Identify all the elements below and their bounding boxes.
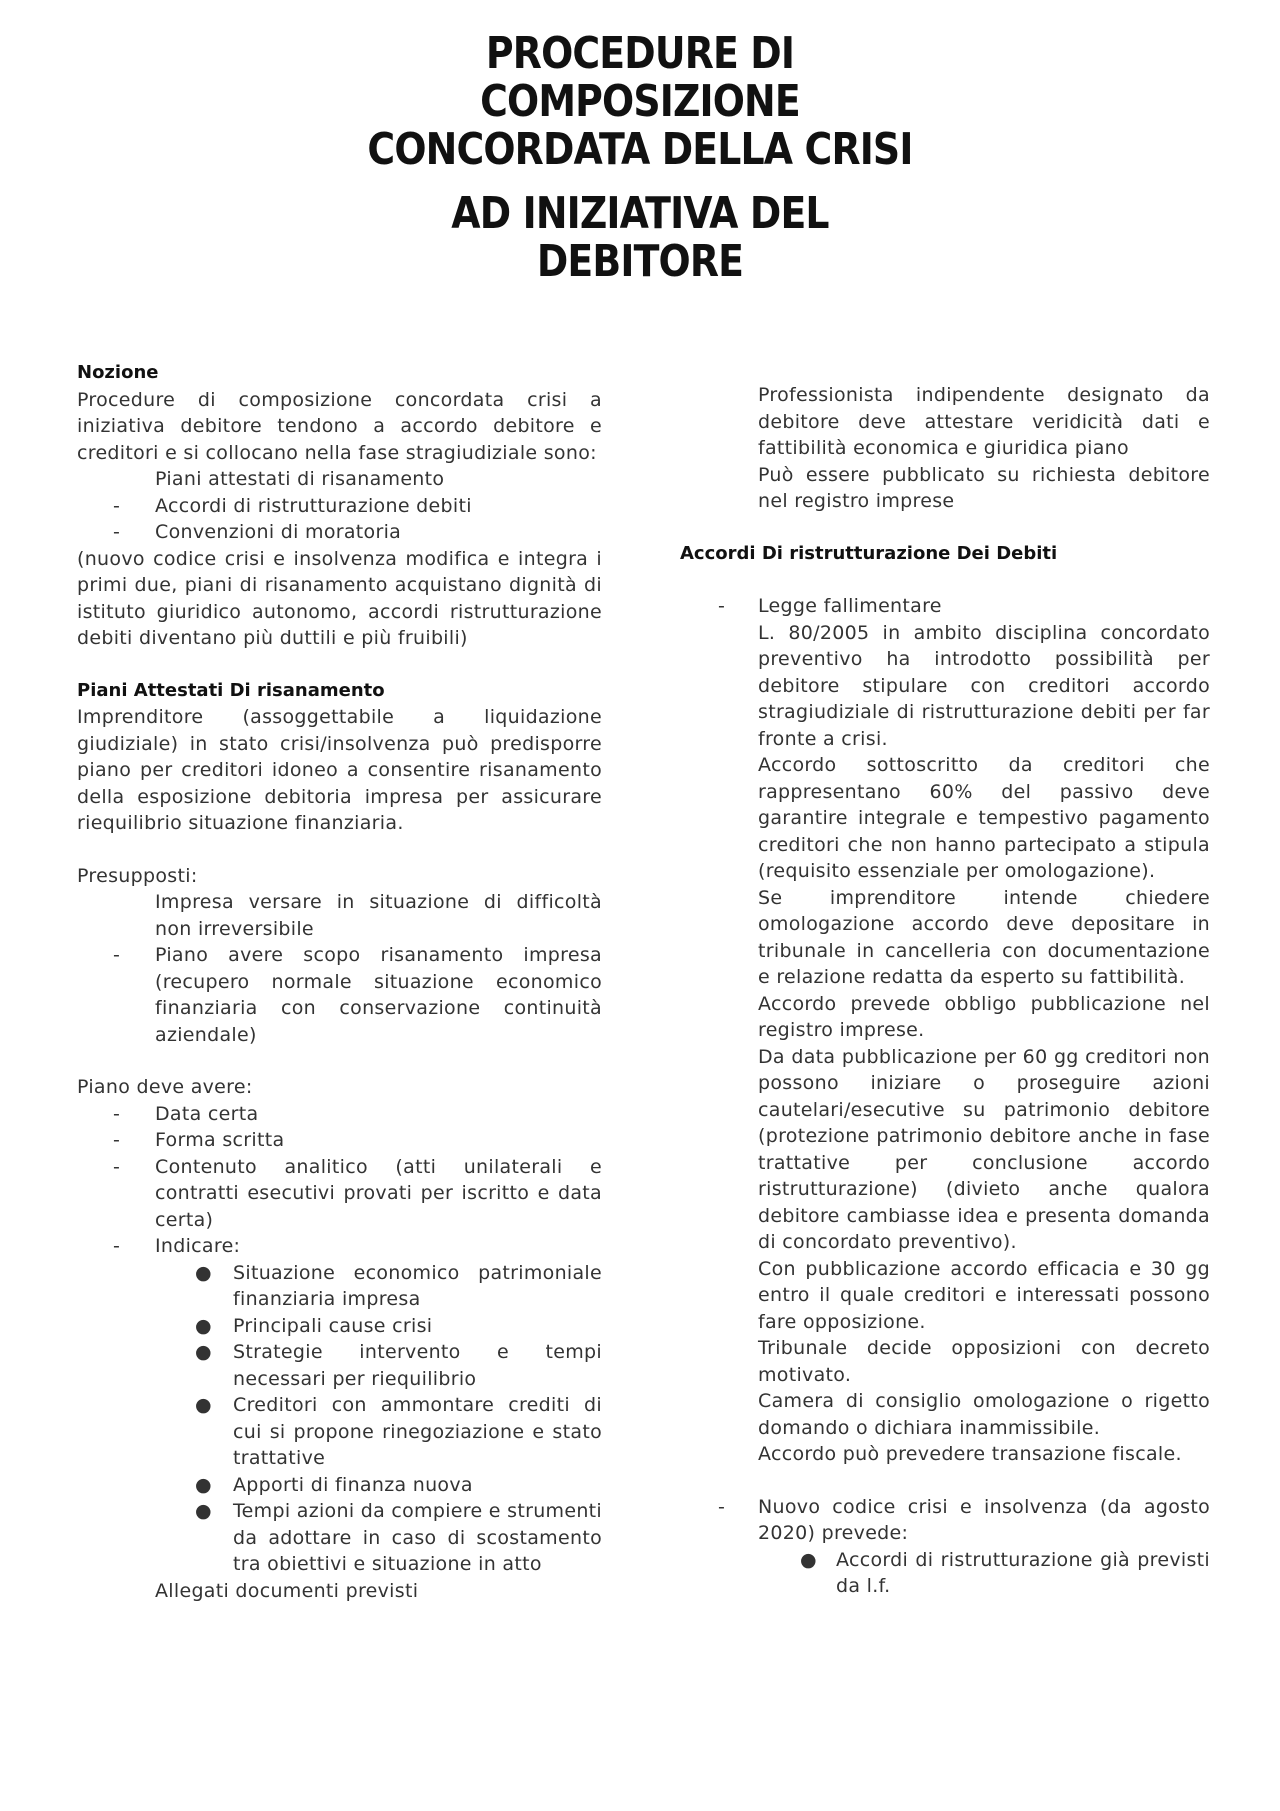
section-heading-nozione: Nozione bbox=[77, 362, 159, 383]
bullet-marker: ● bbox=[800, 1548, 817, 1571]
legge-paragraph: Camera di consiglio omologazione o rigetto domando o dichiara inammissibile. bbox=[758, 1390, 1210, 1439]
bullet-item: ● Creditori con ammontare crediti di cui si propone rinegoziazione e stato trattative bbox=[195, 1394, 602, 1469]
piano-label: Piano deve avere: bbox=[77, 1076, 253, 1098]
bullet-marker: ● bbox=[195, 1500, 212, 1522]
pubblicazione-text: Può essere pubblicato su richiesta debitore nel registro imprese bbox=[758, 463, 1210, 512]
presupposti-label: Presupposti: bbox=[77, 864, 198, 887]
list-item: - Convenzioni di moratoria bbox=[77, 519, 602, 546]
legge-paragraph: Accordo può prevedere transazione fiscale. bbox=[758, 1443, 1182, 1465]
dash-marker: - bbox=[718, 595, 726, 617]
list-item: - Legge fallimentare bbox=[680, 593, 1210, 620]
bullet-item: ● Tempi azioni da compiere e strumenti da adottare in caso di scostamento tra obiettivi e situazione in atto bbox=[195, 1500, 603, 1575]
title-line: CONCORDATA DELLA CRISI bbox=[367, 124, 913, 175]
bullet-marker: ● bbox=[195, 1473, 212, 1496]
list-item: - Forma scritta bbox=[77, 1127, 602, 1154]
bullet-marker: ● bbox=[195, 1261, 212, 1284]
dash-marker: - bbox=[113, 1102, 121, 1125]
left-column bbox=[77, 360, 602, 1604]
list-item: - Nuovo codice crisi e insolvenza (da agosto 2020) prevede: bbox=[718, 1495, 1210, 1544]
list-item: - Piano avere scopo risanamento impresa (recupero normale situazione economico finanziaria con conservazione continuità aziendale) bbox=[113, 944, 602, 1046]
legge-paragraph: Da data pubblicazione per 60 gg creditori non possono iniziare o proseguire azioni cautelari/esecutive su patrimonio debitore (protezione patrimonio debitore anche in fase trattative per conclusione accordo ristrutturazione) (divieto anche qualora debitore cambiasse idea e presenta domanda di concordato preventivo). bbox=[758, 1045, 1210, 1253]
section-heading-piani: Piani Attestati Di risanamento bbox=[77, 679, 385, 701]
bullet-marker: ● bbox=[195, 1341, 212, 1363]
legge-paragraph: Tribunale decide opposizioni con decreto motivato. bbox=[758, 1337, 1210, 1386]
list-item: - Data certa bbox=[77, 1101, 602, 1128]
dash-marker: - bbox=[113, 1155, 121, 1178]
bullet-item: ● Situazione economico patrimoniale finanziaria impresa bbox=[195, 1261, 602, 1310]
dash-marker: - bbox=[113, 1129, 121, 1151]
document-title bbox=[0, 30, 1280, 286]
bullet-marker: ● bbox=[195, 1394, 212, 1416]
dash-marker: - bbox=[113, 521, 121, 543]
professionista-text: Professionista indipendente designato da debitore deve attestare veridicità dati e fattibilità economica e giuridica piano bbox=[758, 384, 1210, 459]
legge-paragraph: Con pubblicazione accordo efficacia e 30 gg entro il quale creditori e interessati possono fare opposizione. bbox=[758, 1257, 1210, 1333]
list-item: - Indicare: bbox=[77, 1233, 602, 1260]
bullet-item: ● Strategie intervento e tempi necessari per riequilibrio bbox=[195, 1341, 602, 1390]
title-line: DEBITORE bbox=[536, 236, 744, 287]
legge-paragraph: L. 80/2005 in ambito disciplina concordato preventivo ha introdotto possibilità per debitore stipulare con creditori accordo stragiudiziale di ristrutturazione debiti per far fronte a crisi. bbox=[758, 621, 1210, 750]
list-item: Piani attestati di risanamento bbox=[155, 468, 445, 490]
list-item: - Contenuto analitico (atti unilaterali e contratti esecutivi provati per iscritto e data certa) bbox=[113, 1155, 602, 1231]
title-line: COMPOSIZIONE bbox=[480, 76, 800, 127]
title-line: PROCEDURE DI bbox=[485, 28, 795, 79]
dash-marker: - bbox=[113, 494, 121, 517]
legge-paragraph: Accordo prevede obbligo pubblicazione nel registro imprese. bbox=[758, 992, 1210, 1041]
right-column bbox=[680, 382, 1210, 1600]
nozione-note: (nuovo codice crisi e insolvenza modifica e integra i primi due, piani di risanamento acquistano dignità di istituto giuridico autonomo, accordi ristrutturazione debiti diventano più duttili e più fruibili) bbox=[77, 547, 602, 649]
list-item: - Accordi di ristrutturazione debiti bbox=[77, 493, 602, 520]
dash-marker: - bbox=[718, 1495, 726, 1518]
bullet-item: ● Principali cause crisi bbox=[77, 1313, 602, 1340]
legge-paragraph: Accordo sottoscritto da creditori che rappresentano 60% del passivo deve garantire integrale e tempestivo pagamento creditori che non hanno partecipato a stipula (requisito essenziale per omologazione). bbox=[758, 754, 1210, 882]
list-item: Impresa versare in situazione di difficoltà non irreversibile bbox=[155, 891, 602, 940]
dash-marker: - bbox=[113, 1235, 121, 1257]
bullet-marker: ● bbox=[195, 1314, 212, 1337]
section-heading-accordi: Accordi Di ristrutturazione Dei Debiti bbox=[680, 542, 1058, 564]
bullet-item: ● Apporti di finanza nuova bbox=[77, 1472, 602, 1499]
piani-text: Imprenditore (assoggettabile a liquidazione giudiziale) in stato crisi/insolvenza può predisporre piano per creditori idoneo a consentire risanamento della esposizione debitoria impresa per assicurare riequilibrio situazione finanziaria. bbox=[77, 706, 602, 834]
nozione-text: Procedure di composizione concordata crisi a iniziativa debitore tendono a accordo debitore e creditori e si collocano nella fase stragiudiziale sono: bbox=[77, 388, 602, 464]
allegati-text: Allegati documenti previsti bbox=[155, 1579, 419, 1602]
legge-paragraph: Se imprenditore intende chiedere omologazione accordo deve depositare in tribunale in cancelleria con documentazione e relazione redatta da esperto su fattibilità. bbox=[758, 886, 1210, 988]
dash-marker: - bbox=[113, 944, 121, 966]
bullet-item: ● Accordi di ristrutturazione già previsti da l.f. bbox=[800, 1548, 1210, 1597]
title-line: AD INIZIATIVA DEL bbox=[451, 188, 829, 239]
